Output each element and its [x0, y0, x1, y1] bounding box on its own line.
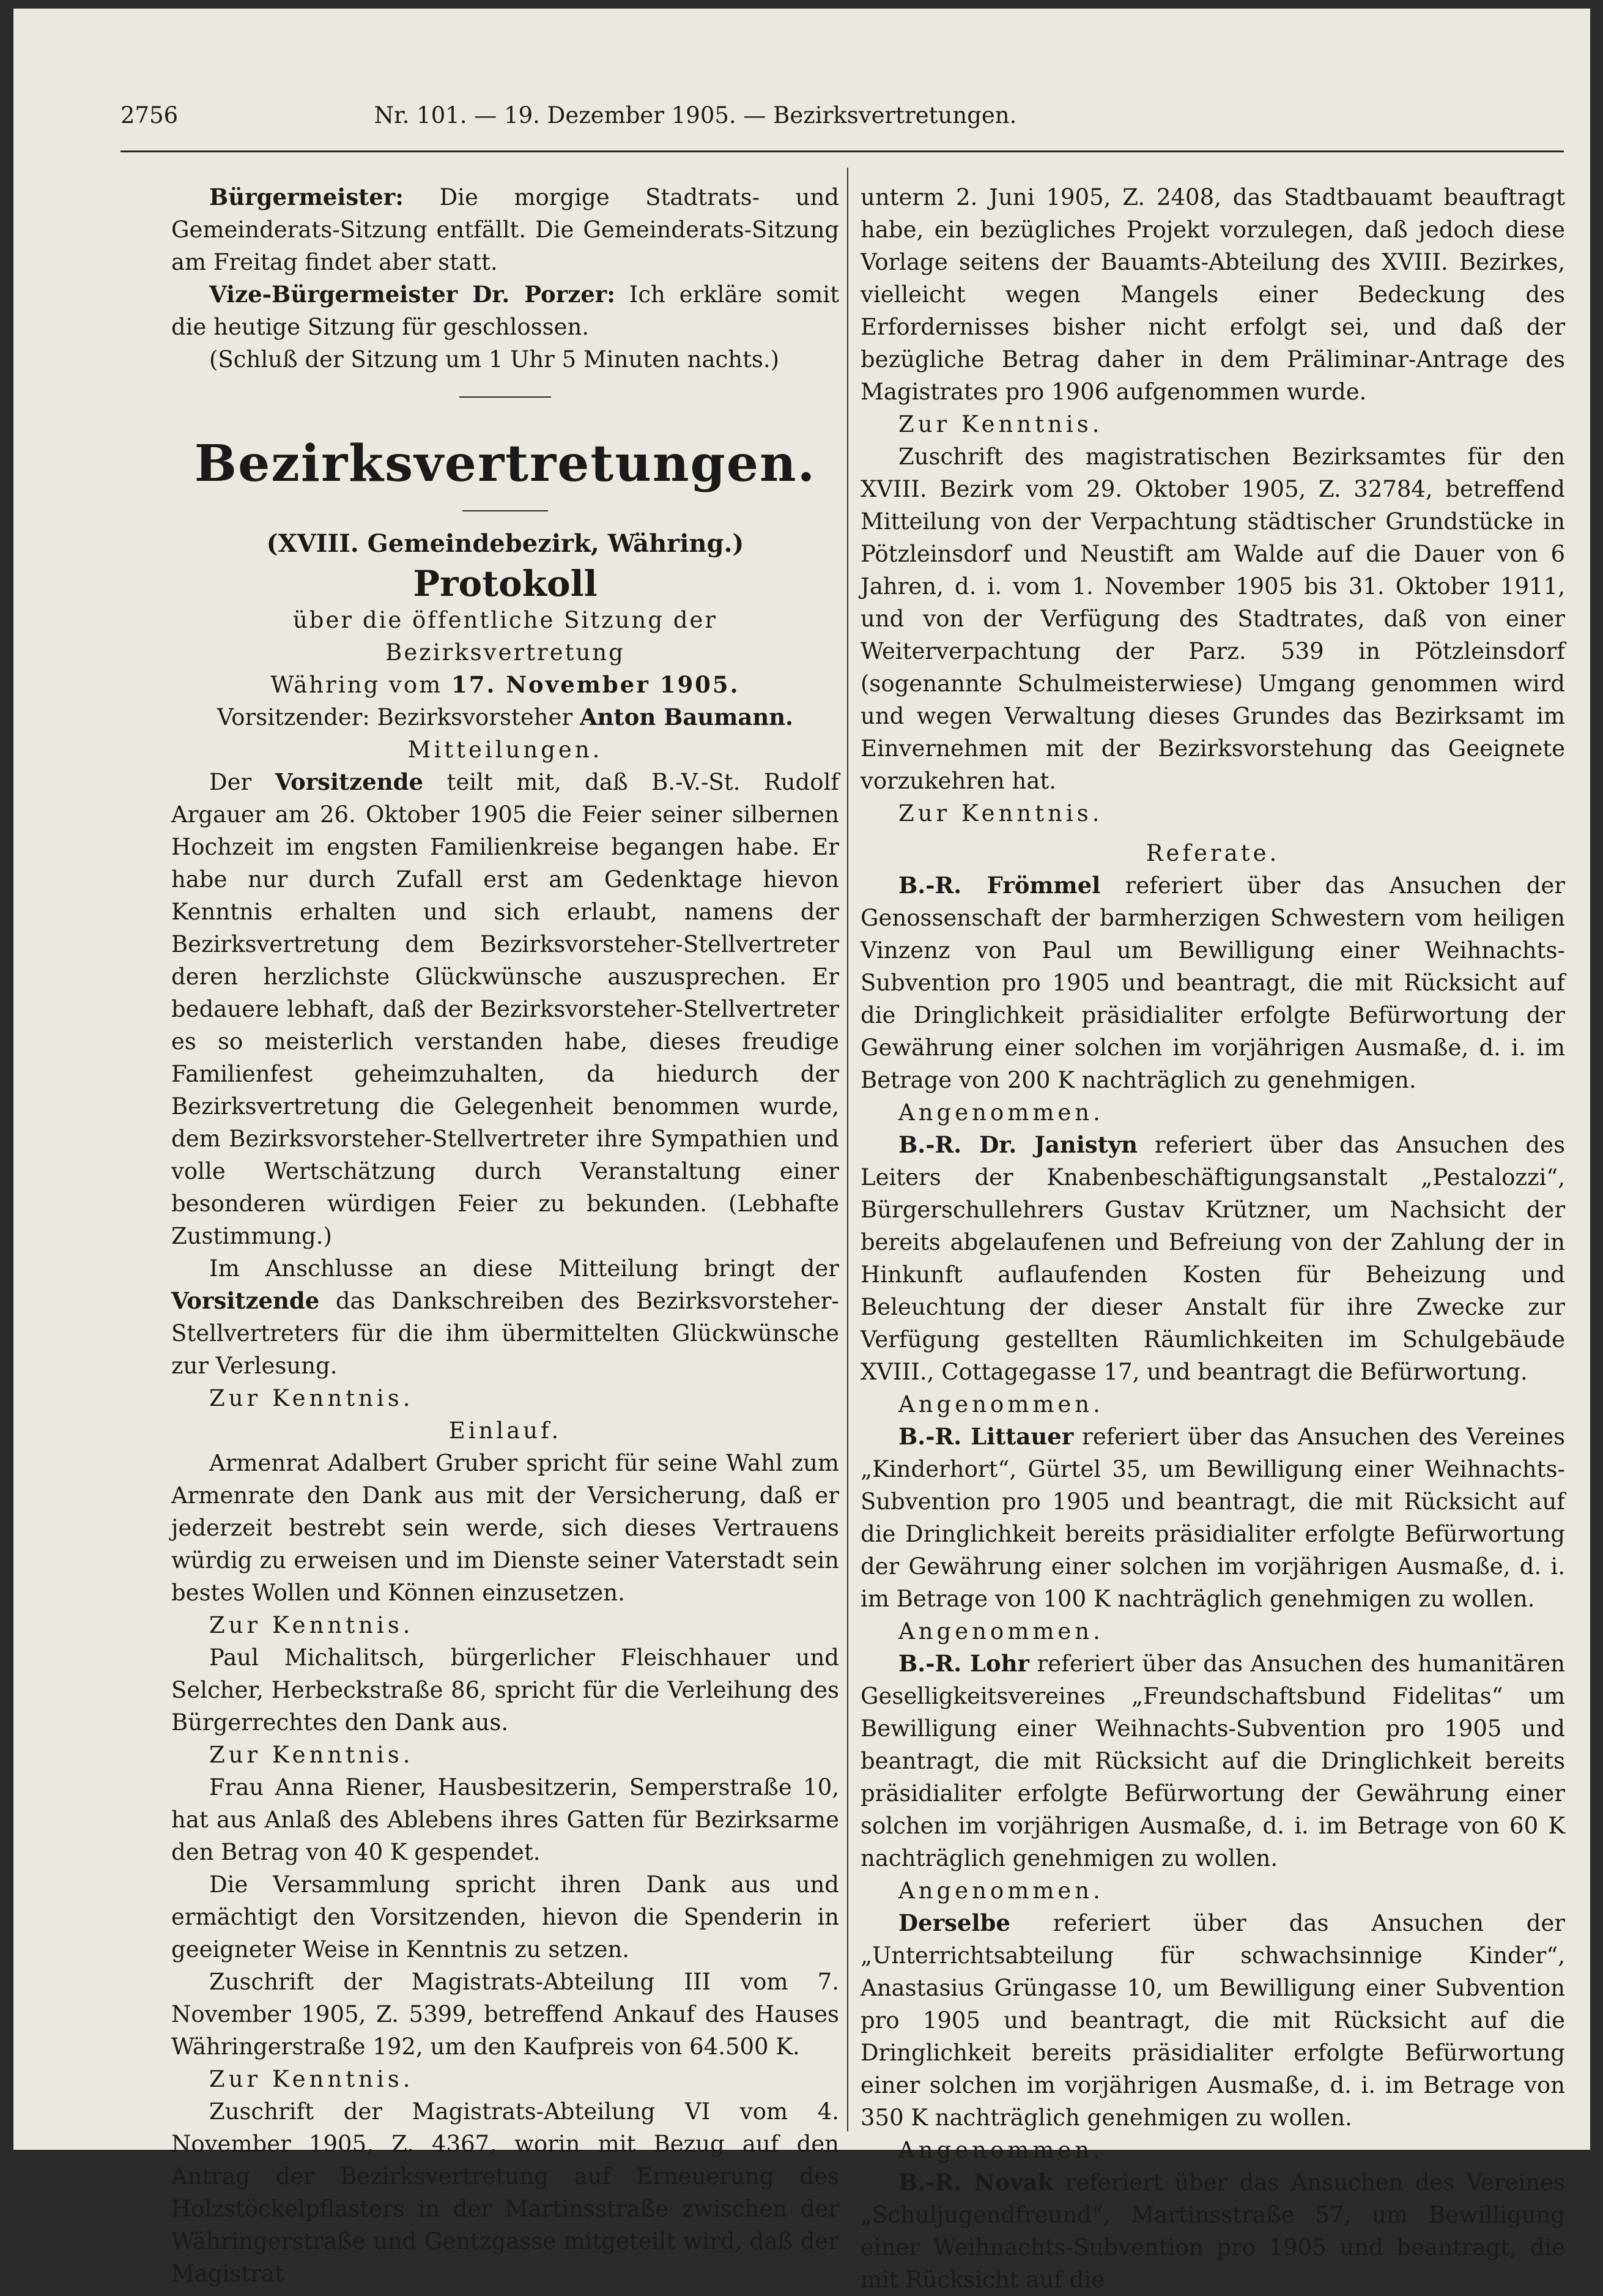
chair-ref: Vorsitzende	[171, 1287, 320, 1314]
report-text: referiert über das Ansuchen des humanitären Geselligkeitsvereines „Freundschaftsbund Fidelitas“ um Bewilligung einer Weihnachts-Subvention pro 1905 und beantragt, die mit Rücksicht auf die Dringlichkeit bereits präsidialiter erfolgte Befürwortung der Gewährung einer solchen im vorjährigen Ausmaße, d. i. im Betrage von 60 K nachträglich genehmigen zu wollen.	[861, 1651, 1565, 1871]
announcement-1	[171, 766, 839, 1252]
report-item	[861, 2166, 1565, 2296]
resolution: Angenommen.	[898, 1391, 1104, 1417]
resolution: Angenommen.	[898, 1878, 1104, 1904]
chair-line	[171, 701, 839, 734]
protocol-date-prefix: Währing vom	[270, 672, 451, 698]
incoming-item: Zuschrift der Magistrats-Abteilung III vom 7. November 1905, Z. 5399, betreffend Ankauf des Hauses Währingerstraße 192, um den Kaufpreis von 64.500 K.	[171, 1969, 839, 2060]
report-text: referiert über das Ansuchen der „Unterrichtsabteilung für schwachsinnige Kinder“, Anastasius Grüngasse 10, um Bewilligung einer Subvention pro 1905 und beantragt, die mit Rücksicht auf die Dringlichkeit bereits präsidialiter erfolgte Befürwortung einer solchen im vorjährigen Ausmaße, d. i. im Betrage von 350 K nachträglich genehmigen zu wollen.	[861, 1910, 1565, 2131]
report-item	[861, 1129, 1565, 1388]
vice-mayor-statement	[171, 278, 839, 343]
running-title: Nr. 101. — 19. Dezember 1905. — Bezirksvertretungen.	[374, 102, 1017, 128]
acknowledgement: Zur Kenntnis.	[898, 411, 1103, 437]
chair-label: Vorsitzender: Bezirksvorsteher	[217, 704, 580, 730]
heading-mitteilungen: Mitteilungen.	[407, 737, 603, 763]
heading-referate: Referate.	[1146, 840, 1280, 866]
report-text: referiert über das Ansuchen der Genossenschaft der barmherzigen Schwestern vom heiligen Vinzenz von Paul um Bewilligung einer Weihnachts-Subvention pro 1905 und beantragt, die mit Rücksicht auf die Dringlichkeit präsidialiter erfolgte Befürwortung der Gewährung einer solchen im vorjährigen Ausmaße, d. i. im Betrage von 200 K nachträglich zu genehmigen.	[861, 872, 1565, 1093]
text-run: das Dankschreiben des Bezirksvorsteher-Stellvertreters für die ihm übermittelten Glückwünsche zur Verlesung.	[171, 1288, 839, 1379]
acknowledgement: Zur Kenntnis.	[209, 1612, 414, 1638]
reporter-name: B.-R. Novak	[898, 2169, 1054, 2196]
announcement-2	[171, 1252, 839, 1382]
section-divider	[459, 396, 551, 398]
reporter-name: B.-R. Frömmel	[898, 872, 1101, 899]
text-run: teilt mit, daß B.-V.-St. Rudolf Argauer am 26. Oktober 1905 die Feier seiner silbernen Hochzeit im engsten Familienkreise begangen habe. Er habe nur durch Zufall erst am Gedenktage hievon Kenntnis erhalten und sich erlaubt, namens der Bezirksvertretung dem Bezirksvorsteher-Stellvertreter deren herzlichste Glückwünsche auszusprechen. Er bedauere lebhaft, daß der Bezirksvorsteher-Stellvertreter es so meisterlich verstanden habe, dieses freudige Familienfest geheimzuhalten, da hiedurch der Bezirksvertretung die Gelegenheit benommen wurde, dem Bezirksvorsteher-Stellvertreter ihre Sympathien und volle Wertschätzung durch Veranstaltung einer besonderen würdigen Feier zu bekunden. (Lebhafte Zustimmung.)	[171, 769, 840, 1249]
report-item	[861, 869, 1565, 1096]
report-text: referiert über das Ansuchen des Vereines „Schuljugendfreund“, Martinsstraße 57, um Bewilligung einer Weihnachts-Subvention pro 1905 und beantragt, die mit Rücksicht auf die	[861, 2169, 1565, 2293]
column-divider	[847, 168, 848, 2131]
section-title: Bezirksvertretungen.	[194, 434, 816, 493]
header-rule	[120, 150, 1564, 152]
acknowledgement: Zur Kenntnis.	[209, 1742, 414, 1768]
resolution: Angenommen.	[898, 1099, 1104, 1126]
reporter-name: Derselbe	[898, 1909, 1010, 1936]
incoming-item: Frau Anna Riener, Hausbesitzerin, Semperstraße 10, hat aus Anlaß des Ablebens ihres Gatten für Bezirksarme den Betrag von 40 K gespendet.	[171, 1774, 839, 1865]
acknowledgement: Zur Kenntnis.	[209, 1385, 414, 1411]
report-text: referiert über das Ansuchen des Leiters der Knabenbeschäftigungsanstalt „Pestalozzi“, Bürgerschullehrers Gustav Krützner, um Nachsicht der bereits abgelaufenen und Befreiung von der Zahlung der in Hinkunft auflaufenden Kosten für Beheizung und Beleuchtung der dieser Anstalt für ihre Zwecke zur Verfügung gestellten Räumlichkeiten im Schulgebäude XVIII., Cottagegasse 17, und beantragt die Befürwortung.	[861, 1132, 1565, 1385]
district-heading: (XVIII. Gemeindebezirk, Währing.)	[266, 529, 744, 558]
right-column	[861, 181, 1565, 2296]
incoming-item-continued: unterm 2. Juni 1905, Z. 2408, das Stadtbauamt beauftragt habe, ein bezügliches Projekt vorzulegen, daß jedoch diese Vorlage seitens der Bauamts-Abteilung des XVIII. Bezirkes, vielleicht wegen Mangels einer Bedeckung des Erfordernisses bisher nicht erfolgt sei, und daß der bezügliche Betrag daher in dem Präliminar-Antrage des Magistrates pro 1906 aufgenommen wurde.	[861, 184, 1565, 405]
report-text: referiert über das Ansuchen des Vereines „Kinderhort“, Gürtel 35, um Bewilligung einer Weihnachts-Subvention pro 1905 und beantragt, die mit Rücksicht auf die Dringlichkeit bereits präsidialiter erfolgte Befürwortung der Gewährung einer solchen im vorjährigen Ausmaße, d. i. im Betrage von 100 K nachträglich genehmigen zu wollen.	[861, 1424, 1565, 1612]
acknowledgement: Zur Kenntnis.	[209, 2066, 414, 2092]
heading-einlauf: Einlauf.	[448, 1417, 562, 1444]
resolution: Angenommen.	[898, 1618, 1104, 1644]
incoming-item: Armenrat Adalbert Gruber spricht für seine Wahl zum Armenrate den Dank aus mit der Versicherung, daß er jederzeit bestrebt sein werde, sich dieses Vertrauens würdig zu erweisen und im Dienste seiner Vaterstadt sein bestes Wollen und Können einzusetzen.	[171, 1450, 839, 1606]
statement-text: Die morgige Stadtrats- und Gemeinderats-Sitzung entfällt. Die Gemeinderats-Sitzung am Freitag findet aber statt.	[171, 184, 839, 275]
title-divider	[462, 510, 548, 511]
reporter-name: B.-R. Lohr	[898, 1650, 1030, 1677]
page-number: 2756	[120, 102, 179, 128]
report-item	[861, 1421, 1565, 1615]
report-item	[861, 1907, 1565, 2134]
statement-text: Ich erkläre somit die heutige Sitzung für geschlossen.	[171, 281, 840, 340]
speaker-name: Bürgermeister:	[209, 184, 404, 210]
incoming-item: Zuschrift des magistratischen Bezirksamtes für den XVIII. Bezirk vom 29. Oktober 1905, Z. 32784, betreffend Mitteilung von der Verpachtung städtischer Grundstücke in Pötzleinsdorf und Neustift am Walde auf die Dauer von 6 Jahren, d. i. vom 1. November 1905 bis 31. Oktober 1911, und von der Verfügung des Stadtrates, daß von einer Weiterverpachtung der Parz. 539 in Pötzleinsdorf (sogenannte Schulmeisterwiese) Umgang genommen wird und wegen Verwaltung dieses Grundes das Bezirksamt im Einvernehmen mit der Bezirksvorstehung das Geeignete vorzukehren hat.	[861, 444, 1565, 794]
incoming-item: Die Versammlung spricht ihren Dank aus und ermächtigt den Vorsitzenden, hievon die Spenderin in geeigneter Weise in Kenntnis zu setzen.	[171, 1871, 839, 1963]
resolution: Angenommen.	[898, 2137, 1104, 2163]
acknowledgement: Zur Kenntnis.	[898, 800, 1103, 827]
reporter-name: B.-R. Dr. Janistyn	[898, 1131, 1138, 1158]
incoming-item: Zuschrift der Magistrats-Abteilung VI vom 4. November 1905, Z. 4367, worin mit Bezug auf den Antrag der Bezirksvertretung auf Erneuerung des Holzstöckelpflasters in der Martinsstraße zwischen der Währingerstraße und Gentzgasse mitgeteilt wird, daß der Magistrat	[171, 2098, 839, 2287]
text-run: Im Anschlusse an diese Mitteilung bringt der	[209, 1255, 839, 1282]
newspaper-page	[13, 9, 1590, 2293]
protocol-date-value: 17. November 1905.	[451, 671, 740, 698]
closing-note: (Schluß der Sitzung um 1 Uhr 5 Minuten nachts.)	[209, 346, 780, 373]
reporter-name: B.-R. Littauer	[898, 1423, 1074, 1450]
speaker-name: Vize-Bürgermeister Dr. Porzer:	[209, 281, 615, 308]
chair-ref: Vorsitzende	[275, 768, 424, 795]
chair-name: Anton Baumann.	[579, 704, 794, 730]
left-column	[171, 181, 839, 2290]
incoming-item: Paul Michalitsch, bürgerlicher Fleischhauer und Selcher, Herbeckstraße 86, spricht für die Verleihung des Bürgerrechtes den Dank aus.	[171, 1644, 839, 1736]
mayor-statement	[171, 181, 839, 278]
protocol-title: Protokoll	[413, 563, 598, 604]
report-item	[861, 1648, 1565, 1874]
text-run: Der	[209, 769, 275, 795]
protocol-date	[171, 669, 839, 701]
protocol-subtitle: über die öffentliche Sitzung der Bezirksvertretung	[292, 607, 718, 666]
